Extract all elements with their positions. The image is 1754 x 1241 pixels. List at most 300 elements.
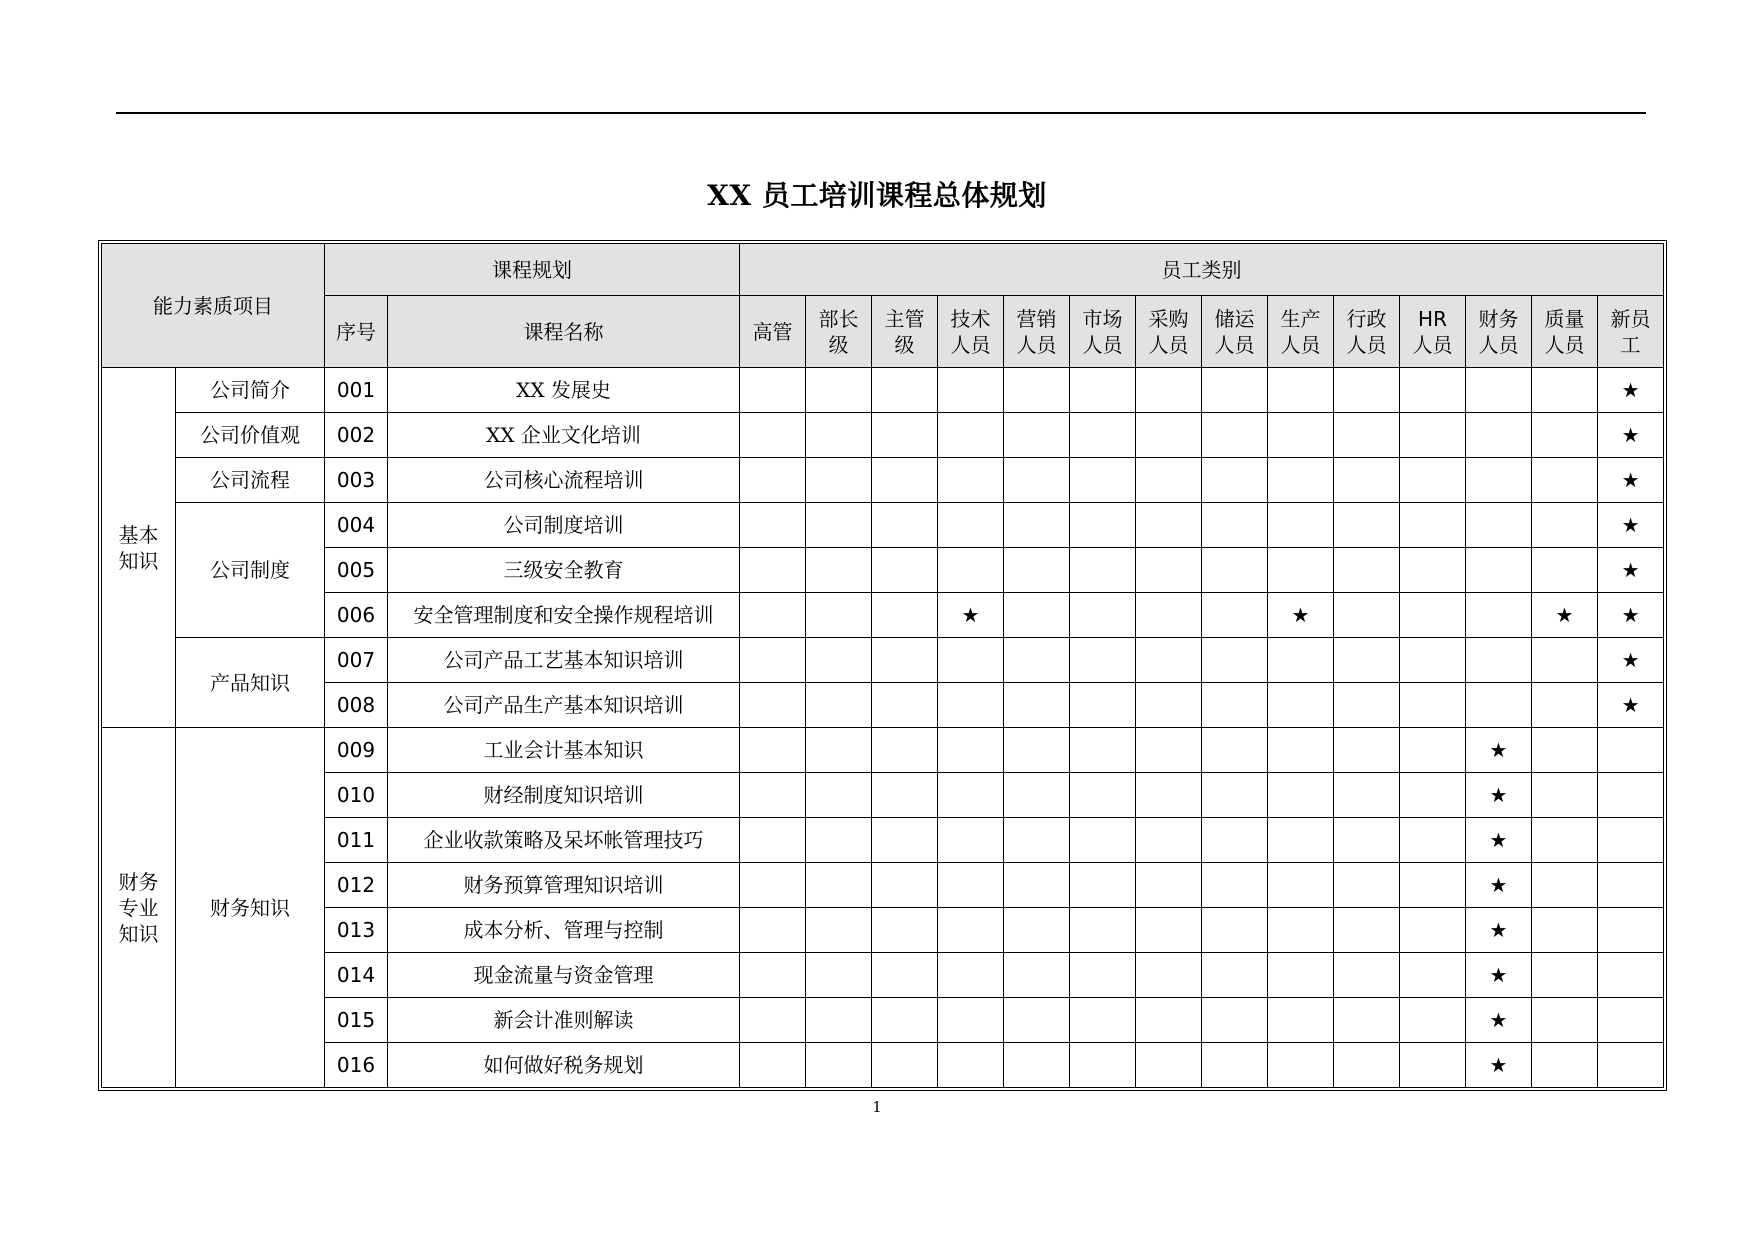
star-mark: ★ <box>1466 863 1532 908</box>
empty-mark-cell <box>1268 368 1334 413</box>
subcategory-cell: 公司简介 <box>176 368 325 413</box>
empty-mark-cell <box>872 458 938 503</box>
course-seq: 011 <box>325 818 388 863</box>
table-row <box>102 818 1664 863</box>
empty-mark-cell <box>1598 908 1664 953</box>
empty-mark-cell <box>1202 593 1268 638</box>
seq-header: 序号 <box>325 296 388 368</box>
empty-mark-cell <box>872 548 938 593</box>
empty-mark-cell <box>938 1043 1004 1088</box>
empty-mark-cell <box>1400 1043 1466 1088</box>
empty-mark-cell <box>1202 953 1268 998</box>
empty-mark-cell <box>1598 1043 1664 1088</box>
course-name: 现金流量与资金管理 <box>388 953 740 998</box>
subcategory-cell: 公司流程 <box>176 458 325 503</box>
empty-mark-cell <box>1004 818 1070 863</box>
table-row <box>102 683 1664 728</box>
empty-mark-cell <box>1400 413 1466 458</box>
subcategory-cell: 产品知识 <box>176 638 325 728</box>
employee-type-label-line: 人员 <box>1544 332 1585 357</box>
empty-mark-cell <box>872 908 938 953</box>
employee-type-label <box>1479 306 1519 358</box>
empty-mark-cell <box>1532 998 1598 1043</box>
category-cell <box>102 728 176 1088</box>
empty-mark-cell <box>806 953 872 998</box>
category-label-line: 财务 <box>118 869 159 894</box>
empty-mark-cell <box>1136 728 1202 773</box>
empty-mark-cell <box>806 863 872 908</box>
employee-type-label-line: 储运 <box>1214 306 1255 331</box>
empty-mark-cell <box>1400 368 1466 413</box>
course-seq: 004 <box>325 503 388 548</box>
training-plan-table <box>101 243 1664 1088</box>
course-seq: 007 <box>325 638 388 683</box>
empty-mark-cell <box>740 773 806 818</box>
empty-mark-cell <box>1400 908 1466 953</box>
empty-mark-cell <box>1202 413 1268 458</box>
course-seq: 015 <box>325 998 388 1043</box>
table-row <box>102 458 1664 503</box>
star-mark: ★ <box>1466 908 1532 953</box>
ability-header: 能力素质项目 <box>102 244 325 368</box>
employee-type-label-line: 人员 <box>1280 332 1321 357</box>
employee-type-label-line: 质量 <box>1544 306 1585 331</box>
empty-mark-cell <box>1004 458 1070 503</box>
course-seq: 008 <box>325 683 388 728</box>
empty-mark-cell <box>1202 908 1268 953</box>
employee-type-label <box>1281 306 1321 358</box>
empty-mark-cell <box>1598 953 1664 998</box>
empty-mark-cell <box>740 953 806 998</box>
empty-mark-cell <box>872 863 938 908</box>
empty-mark-cell <box>1004 863 1070 908</box>
course-seq: 003 <box>325 458 388 503</box>
employee-type-label-line: HR <box>1418 306 1447 331</box>
empty-mark-cell <box>1202 773 1268 818</box>
empty-mark-cell <box>1532 908 1598 953</box>
training-plan-table-frame <box>98 240 1667 1091</box>
table-row <box>102 503 1664 548</box>
employee-type-label-line: 级 <box>828 332 849 357</box>
empty-mark-cell <box>806 368 872 413</box>
header-rule <box>116 112 1646 114</box>
empty-mark-cell <box>1136 863 1202 908</box>
employee-type-label-line: 部长 <box>818 306 859 331</box>
empty-mark-cell <box>806 728 872 773</box>
course-name: 财务预算管理知识培训 <box>388 863 740 908</box>
course-seq: 001 <box>325 368 388 413</box>
employee-type-label <box>1215 306 1255 358</box>
course-name: 公司核心流程培训 <box>388 458 740 503</box>
table-row <box>102 908 1664 953</box>
empty-mark-cell <box>1136 683 1202 728</box>
empty-mark-cell <box>872 683 938 728</box>
empty-mark-cell <box>1070 953 1136 998</box>
empty-mark-cell <box>1136 953 1202 998</box>
empty-mark-cell <box>1532 863 1598 908</box>
table-row <box>102 638 1664 683</box>
star-mark: ★ <box>1466 818 1532 863</box>
star-mark: ★ <box>1466 728 1532 773</box>
empty-mark-cell <box>1136 638 1202 683</box>
empty-mark-cell <box>1070 863 1136 908</box>
empty-mark-cell <box>1070 908 1136 953</box>
empty-mark-cell <box>938 908 1004 953</box>
empty-mark-cell <box>1202 638 1268 683</box>
empty-mark-cell <box>1532 413 1598 458</box>
table-row <box>102 953 1664 998</box>
empty-mark-cell <box>1400 458 1466 503</box>
header-row-2 <box>102 296 1664 368</box>
empty-mark-cell <box>740 368 806 413</box>
empty-mark-cell <box>1334 773 1400 818</box>
course-name: 公司产品生产基本知识培训 <box>388 683 740 728</box>
empty-mark-cell <box>1070 503 1136 548</box>
empty-mark-cell <box>1136 503 1202 548</box>
empty-mark-cell <box>1400 953 1466 998</box>
empty-mark-cell <box>1334 593 1400 638</box>
employee-type-header <box>1466 296 1532 368</box>
empty-mark-cell <box>1136 773 1202 818</box>
table-row <box>102 368 1664 413</box>
empty-mark-cell <box>740 998 806 1043</box>
employee-type-label <box>885 306 925 358</box>
table-row <box>102 863 1664 908</box>
empty-mark-cell <box>806 548 872 593</box>
employee-type-label <box>1149 306 1189 358</box>
empty-mark-cell <box>1268 728 1334 773</box>
empty-mark-cell <box>1334 1043 1400 1088</box>
empty-mark-cell <box>1136 458 1202 503</box>
empty-mark-cell <box>1004 548 1070 593</box>
empty-mark-cell <box>1268 413 1334 458</box>
employee-type-label <box>1611 306 1651 358</box>
employee-type-label-line: 人员 <box>950 332 991 357</box>
empty-mark-cell <box>740 593 806 638</box>
empty-mark-cell <box>1400 998 1466 1043</box>
empty-mark-cell <box>1202 458 1268 503</box>
star-mark: ★ <box>1598 413 1664 458</box>
employee-type-label <box>1413 306 1453 358</box>
empty-mark-cell <box>1334 908 1400 953</box>
employee-type-label-line: 高管 <box>752 319 793 344</box>
empty-mark-cell <box>1070 773 1136 818</box>
empty-mark-cell <box>1070 683 1136 728</box>
empty-mark-cell <box>1004 593 1070 638</box>
empty-mark-cell <box>1268 908 1334 953</box>
star-mark: ★ <box>1598 548 1664 593</box>
empty-mark-cell <box>1136 593 1202 638</box>
course-seq: 014 <box>325 953 388 998</box>
empty-mark-cell <box>806 998 872 1043</box>
empty-mark-cell <box>1466 368 1532 413</box>
empty-mark-cell <box>1466 413 1532 458</box>
empty-mark-cell <box>1334 863 1400 908</box>
course-name: 安全管理制度和安全操作规程培训 <box>388 593 740 638</box>
empty-mark-cell <box>1004 368 1070 413</box>
empty-mark-cell <box>740 1043 806 1088</box>
employee-type-label-line: 人员 <box>1478 332 1519 357</box>
employee-type-label <box>1083 306 1123 358</box>
empty-mark-cell <box>806 593 872 638</box>
course-seq: 009 <box>325 728 388 773</box>
empty-mark-cell <box>1268 638 1334 683</box>
empty-mark-cell <box>872 818 938 863</box>
empty-mark-cell <box>1070 458 1136 503</box>
empty-mark-cell <box>1136 548 1202 593</box>
empty-mark-cell <box>1136 368 1202 413</box>
empty-mark-cell <box>1004 503 1070 548</box>
star-mark: ★ <box>1598 593 1664 638</box>
empty-mark-cell <box>938 863 1004 908</box>
employee-type-header <box>1532 296 1598 368</box>
empty-mark-cell <box>1532 638 1598 683</box>
employee-type-header <box>806 296 872 368</box>
empty-mark-cell <box>1334 998 1400 1043</box>
empty-mark-cell <box>1532 503 1598 548</box>
empty-mark-cell <box>1400 683 1466 728</box>
empty-mark-cell <box>872 773 938 818</box>
empty-mark-cell <box>806 1043 872 1088</box>
employee-type-label-line: 技术 <box>950 306 991 331</box>
empty-mark-cell <box>1202 998 1268 1043</box>
empty-mark-cell <box>1268 1043 1334 1088</box>
table-row <box>102 773 1664 818</box>
empty-mark-cell <box>1004 773 1070 818</box>
empty-mark-cell <box>1532 1043 1598 1088</box>
empty-mark-cell <box>1070 998 1136 1043</box>
course-name: 如何做好税务规划 <box>388 1043 740 1088</box>
course-name: XX 发展史 <box>388 368 740 413</box>
empty-mark-cell <box>806 413 872 458</box>
empty-mark-cell <box>1532 458 1598 503</box>
empty-mark-cell <box>1202 863 1268 908</box>
star-mark: ★ <box>1598 368 1664 413</box>
star-mark: ★ <box>1466 998 1532 1043</box>
empty-mark-cell <box>1136 998 1202 1043</box>
employee-type-label-line: 级 <box>894 332 915 357</box>
course-seq: 002 <box>325 413 388 458</box>
empty-mark-cell <box>1334 683 1400 728</box>
course-seq: 005 <box>325 548 388 593</box>
empty-mark-cell <box>740 863 806 908</box>
employee-type-header <box>872 296 938 368</box>
empty-mark-cell <box>1334 368 1400 413</box>
employee-type-label-line: 主管 <box>884 306 925 331</box>
empty-mark-cell <box>1202 368 1268 413</box>
course-name: 新会计准则解读 <box>388 998 740 1043</box>
empty-mark-cell <box>1334 953 1400 998</box>
course-name: XX 企业文化培训 <box>388 413 740 458</box>
employee-type-label-line: 人员 <box>1412 332 1453 357</box>
star-mark: ★ <box>1268 593 1334 638</box>
empty-mark-cell <box>1400 728 1466 773</box>
employee-type-label-line: 营销 <box>1016 306 1057 331</box>
employee-type-header <box>1202 296 1268 368</box>
table-row <box>102 1043 1664 1088</box>
empty-mark-cell <box>1070 1043 1136 1088</box>
empty-mark-cell <box>1334 728 1400 773</box>
course-name: 公司产品工艺基本知识培训 <box>388 638 740 683</box>
course-name-header: 课程名称 <box>388 296 740 368</box>
empty-mark-cell <box>1268 548 1334 593</box>
star-mark: ★ <box>1466 953 1532 998</box>
empty-mark-cell <box>938 548 1004 593</box>
empty-mark-cell <box>938 368 1004 413</box>
empty-mark-cell <box>1532 818 1598 863</box>
empty-mark-cell <box>806 908 872 953</box>
category-label-line: 知识 <box>118 921 159 946</box>
employee-type-header <box>1334 296 1400 368</box>
empty-mark-cell <box>1466 548 1532 593</box>
empty-mark-cell <box>1070 818 1136 863</box>
employee-type-label <box>1347 306 1387 358</box>
empty-mark-cell <box>1268 773 1334 818</box>
empty-mark-cell <box>1268 458 1334 503</box>
employee-type-label-line: 市场 <box>1082 306 1123 331</box>
empty-mark-cell <box>1400 593 1466 638</box>
empty-mark-cell <box>806 818 872 863</box>
empty-mark-cell <box>872 953 938 998</box>
empty-mark-cell <box>1532 368 1598 413</box>
empty-mark-cell <box>1268 998 1334 1043</box>
empty-mark-cell <box>938 998 1004 1043</box>
star-mark: ★ <box>1466 1043 1532 1088</box>
category-cell <box>102 368 176 728</box>
empty-mark-cell <box>1136 413 1202 458</box>
empty-mark-cell <box>1070 593 1136 638</box>
employee-type-label-line: 人员 <box>1148 332 1189 357</box>
empty-mark-cell <box>1400 503 1466 548</box>
employee-type-header <box>1136 296 1202 368</box>
course-name: 财经制度知识培训 <box>388 773 740 818</box>
empty-mark-cell <box>1268 818 1334 863</box>
empty-mark-cell <box>1070 368 1136 413</box>
empty-mark-cell <box>872 638 938 683</box>
empty-mark-cell <box>806 503 872 548</box>
empty-mark-cell <box>938 638 1004 683</box>
empty-mark-cell <box>1334 548 1400 593</box>
employee-type-header <box>740 296 806 368</box>
empty-mark-cell <box>938 413 1004 458</box>
empty-mark-cell <box>938 458 1004 503</box>
course-seq: 013 <box>325 908 388 953</box>
empty-mark-cell <box>1400 638 1466 683</box>
empty-mark-cell <box>1268 953 1334 998</box>
star-mark: ★ <box>1598 638 1664 683</box>
empty-mark-cell <box>872 593 938 638</box>
empty-mark-cell <box>1268 503 1334 548</box>
star-mark: ★ <box>1598 503 1664 548</box>
category-label-line: 基本 <box>118 522 159 547</box>
empty-mark-cell <box>872 1043 938 1088</box>
empty-mark-cell <box>1070 413 1136 458</box>
empty-mark-cell <box>1334 818 1400 863</box>
empty-mark-cell <box>1400 773 1466 818</box>
employee-type-label-line: 行政 <box>1346 306 1387 331</box>
employee-type-header <box>938 296 1004 368</box>
empty-mark-cell <box>1136 1043 1202 1088</box>
empty-mark-cell <box>1532 773 1598 818</box>
category-label <box>119 522 159 574</box>
empty-mark-cell <box>1004 998 1070 1043</box>
employee-type-label-line: 财务 <box>1478 306 1519 331</box>
employee-type-label-line: 工 <box>1620 332 1641 357</box>
employee-type-header <box>1268 296 1334 368</box>
empty-mark-cell <box>1334 503 1400 548</box>
empty-mark-cell <box>938 773 1004 818</box>
subcategory-cell: 财务知识 <box>176 728 325 1088</box>
empty-mark-cell <box>1136 818 1202 863</box>
employee-type-label-line: 人员 <box>1214 332 1255 357</box>
empty-mark-cell <box>1070 638 1136 683</box>
course-seq: 006 <box>325 593 388 638</box>
empty-mark-cell <box>1004 683 1070 728</box>
table-row <box>102 593 1664 638</box>
empty-mark-cell <box>1202 683 1268 728</box>
empty-mark-cell <box>740 503 806 548</box>
empty-mark-cell <box>1598 728 1664 773</box>
empty-mark-cell <box>740 683 806 728</box>
subcategory-cell: 公司价值观 <box>176 413 325 458</box>
empty-mark-cell <box>1268 863 1334 908</box>
empty-mark-cell <box>938 818 1004 863</box>
subcategory-cell: 公司制度 <box>176 503 325 638</box>
employee-type-header <box>1004 296 1070 368</box>
employee-type-label <box>819 306 859 358</box>
empty-mark-cell <box>740 638 806 683</box>
header-row-1 <box>102 244 1664 296</box>
employee-type-label-line: 人员 <box>1346 332 1387 357</box>
empty-mark-cell <box>1202 548 1268 593</box>
empty-mark-cell <box>1466 503 1532 548</box>
star-mark: ★ <box>1466 773 1532 818</box>
empty-mark-cell <box>1202 1043 1268 1088</box>
empty-mark-cell <box>872 368 938 413</box>
empty-mark-cell <box>806 458 872 503</box>
empty-mark-cell <box>1202 728 1268 773</box>
course-plan-header: 课程规划 <box>325 244 740 296</box>
course-name: 成本分析、管理与控制 <box>388 908 740 953</box>
course-name: 企业收款策略及呆坏帐管理技巧 <box>388 818 740 863</box>
page-number: 1 <box>872 1098 882 1116</box>
empty-mark-cell <box>1070 548 1136 593</box>
employee-type-label-line: 生产 <box>1280 306 1321 331</box>
empty-mark-cell <box>1400 863 1466 908</box>
star-mark: ★ <box>938 593 1004 638</box>
empty-mark-cell <box>740 413 806 458</box>
empty-mark-cell <box>1532 728 1598 773</box>
empty-mark-cell <box>1004 413 1070 458</box>
empty-mark-cell <box>740 728 806 773</box>
empty-mark-cell <box>1532 548 1598 593</box>
empty-mark-cell <box>740 458 806 503</box>
empty-mark-cell <box>1334 458 1400 503</box>
employee-type-label <box>753 319 793 345</box>
table-row <box>102 728 1664 773</box>
star-mark: ★ <box>1598 458 1664 503</box>
empty-mark-cell <box>1466 458 1532 503</box>
empty-mark-cell <box>1004 1043 1070 1088</box>
employee-type-label-line: 新员 <box>1610 306 1651 331</box>
category-label-line: 知识 <box>118 548 159 573</box>
empty-mark-cell <box>1598 998 1664 1043</box>
empty-mark-cell <box>1400 818 1466 863</box>
empty-mark-cell <box>1004 638 1070 683</box>
empty-mark-cell <box>1532 953 1598 998</box>
empty-mark-cell <box>1268 683 1334 728</box>
empty-mark-cell <box>872 728 938 773</box>
